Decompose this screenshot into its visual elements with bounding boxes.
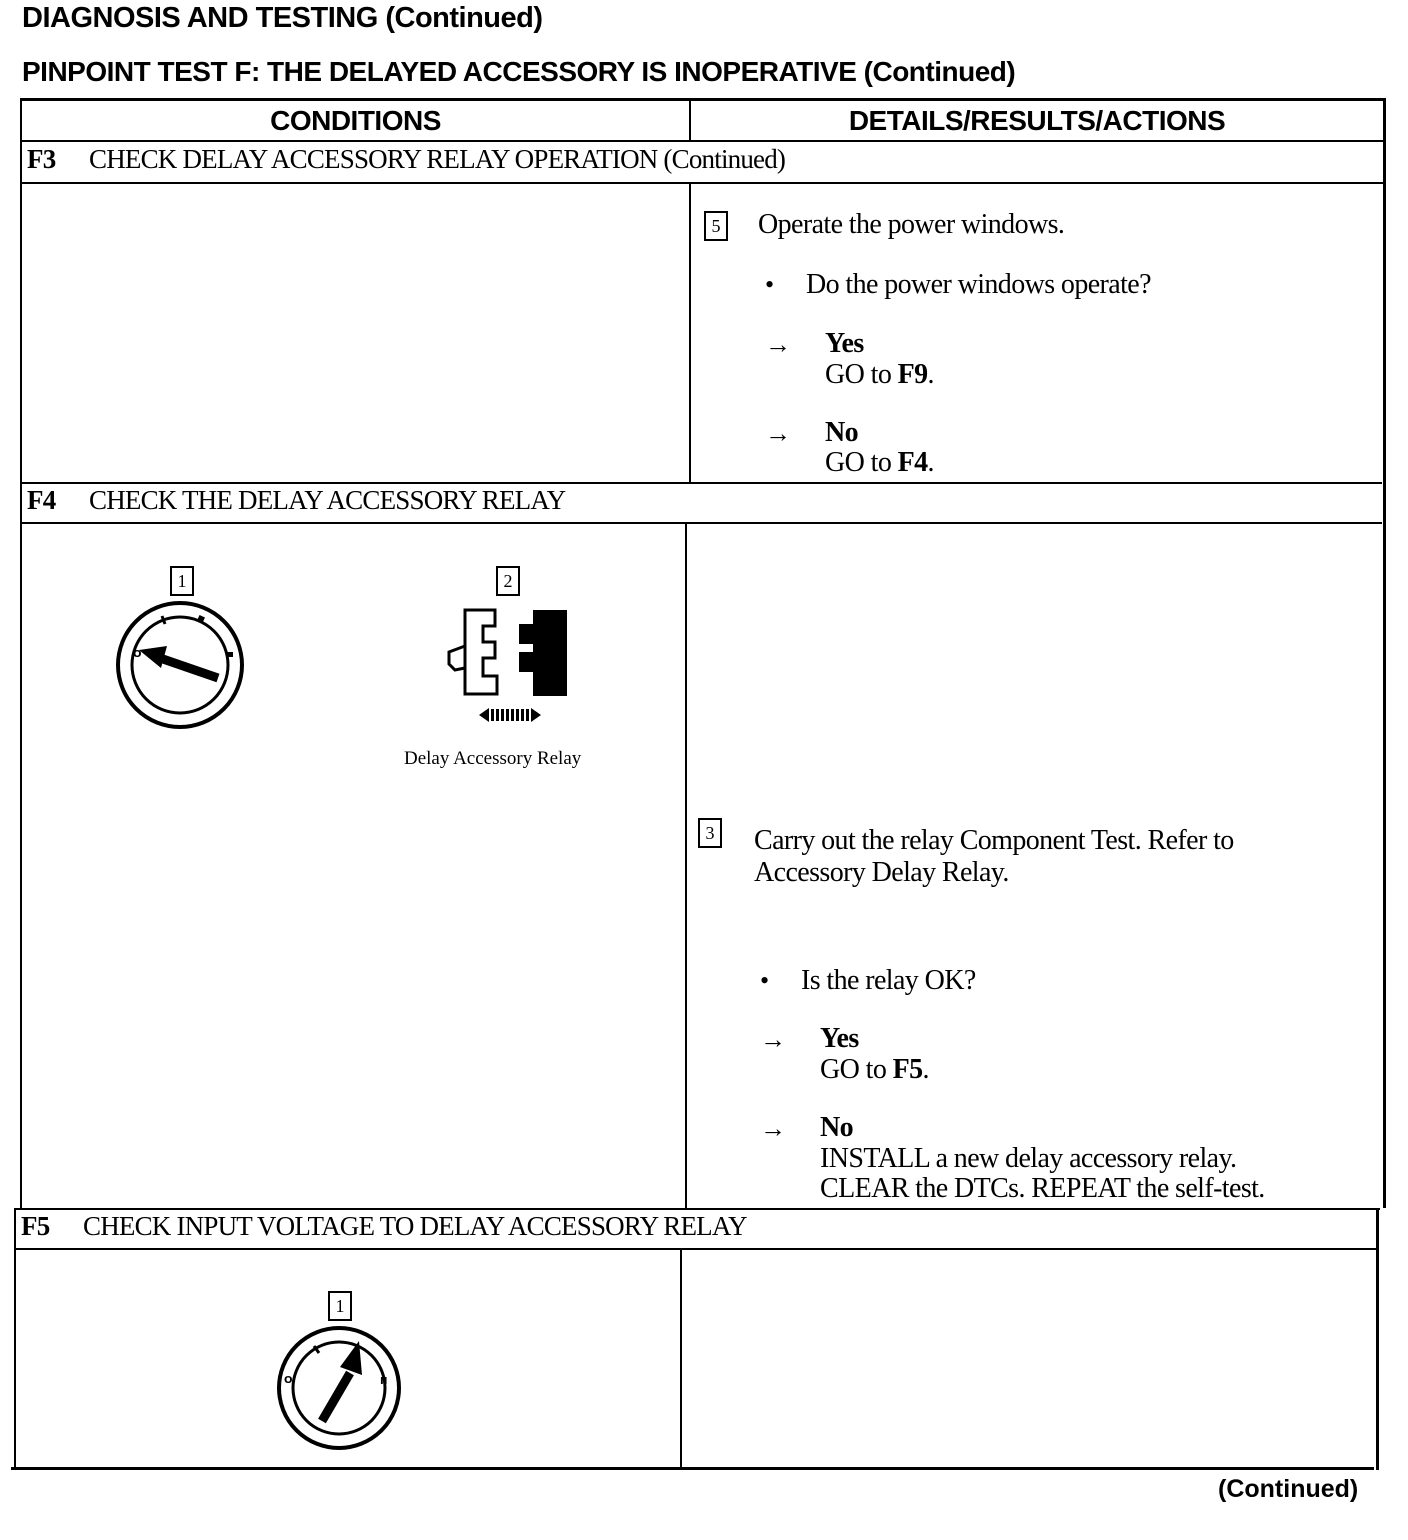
- step-number-box: 5: [704, 211, 728, 241]
- column-header-details: DETAILS/RESULTS/ACTIONS: [848, 105, 1226, 136]
- step-f5-title: CHECK INPUT VOLTAGE TO DELAY ACCESSORY RELAY: [83, 1211, 747, 1241]
- f3-question: Do the power windows operate?: [806, 269, 1151, 300]
- pinpoint-test-title: PINPOINT TEST F: THE DELAYED ACCESSORY IS INOPERATIVE (Continued): [22, 56, 1016, 87]
- f4-step3-line1: Carry out the relay Component Test. Refer to: [754, 825, 1234, 856]
- ignition-switch-run-icon: [276, 1325, 402, 1451]
- step-number-box: 2: [496, 566, 520, 596]
- step-f3-id: F3: [27, 144, 56, 174]
- f4-no-action-line2: CLEAR the DTCs. REPEAT the self-test.: [820, 1173, 1265, 1204]
- f3-yes-label: Yes: [825, 328, 864, 359]
- f3-no-action: GO to F4.: [825, 447, 934, 478]
- column-header-conditions: CONDITIONS: [270, 105, 441, 136]
- step-f5-header: [21, 1211, 747, 1242]
- step-f4-title: CHECK THE DELAY ACCESSORY RELAY: [89, 485, 566, 515]
- page-title: DIAGNOSIS AND TESTING (Continued): [22, 2, 543, 34]
- arrow-right-icon: →: [760, 1114, 786, 1143]
- ignition-position-o: O: [133, 649, 142, 660]
- ignition-position-o: O: [284, 1375, 293, 1386]
- f4-no-label: No: [820, 1112, 854, 1143]
- bullet-icon: •: [760, 966, 770, 995]
- ignition-position-ii: II: [380, 1376, 388, 1387]
- step-number-box: 1: [328, 1291, 352, 1321]
- f3-step-instruction: Operate the power windows.: [758, 209, 1065, 240]
- step-f4-id: F4: [27, 485, 56, 515]
- f4-yes-action: GO to F5.: [820, 1054, 929, 1085]
- f3-yes-action: GO to F9.: [825, 359, 934, 390]
- relay-caption: Delay Accessory Relay: [404, 748, 582, 769]
- f4-question: Is the relay OK?: [801, 965, 976, 996]
- step-number-box: 1: [170, 566, 194, 596]
- continued-footer: (Continued): [1218, 1475, 1359, 1503]
- f4-step3-line2: Accessory Delay Relay.: [754, 857, 1009, 888]
- bullet-icon: •: [765, 270, 775, 299]
- f4-yes-label: Yes: [820, 1023, 859, 1054]
- step-f5-id: F5: [21, 1211, 50, 1241]
- step-f3-header: [27, 144, 785, 175]
- ignition-switch-off-icon: [115, 600, 245, 730]
- f3-no-label: No: [825, 417, 859, 448]
- arrow-right-icon: →: [765, 330, 791, 359]
- step-number-box: 3: [698, 818, 722, 848]
- relay-connector-icon: [445, 608, 570, 730]
- arrow-right-icon: →: [760, 1025, 786, 1054]
- f4-no-action-line1: INSTALL a new delay accessory relay.: [820, 1143, 1237, 1174]
- step-f4-header: [27, 485, 565, 516]
- arrow-right-icon: →: [765, 419, 791, 448]
- step-f3-title: CHECK DELAY ACCESSORY RELAY OPERATION (Continued): [89, 144, 786, 174]
